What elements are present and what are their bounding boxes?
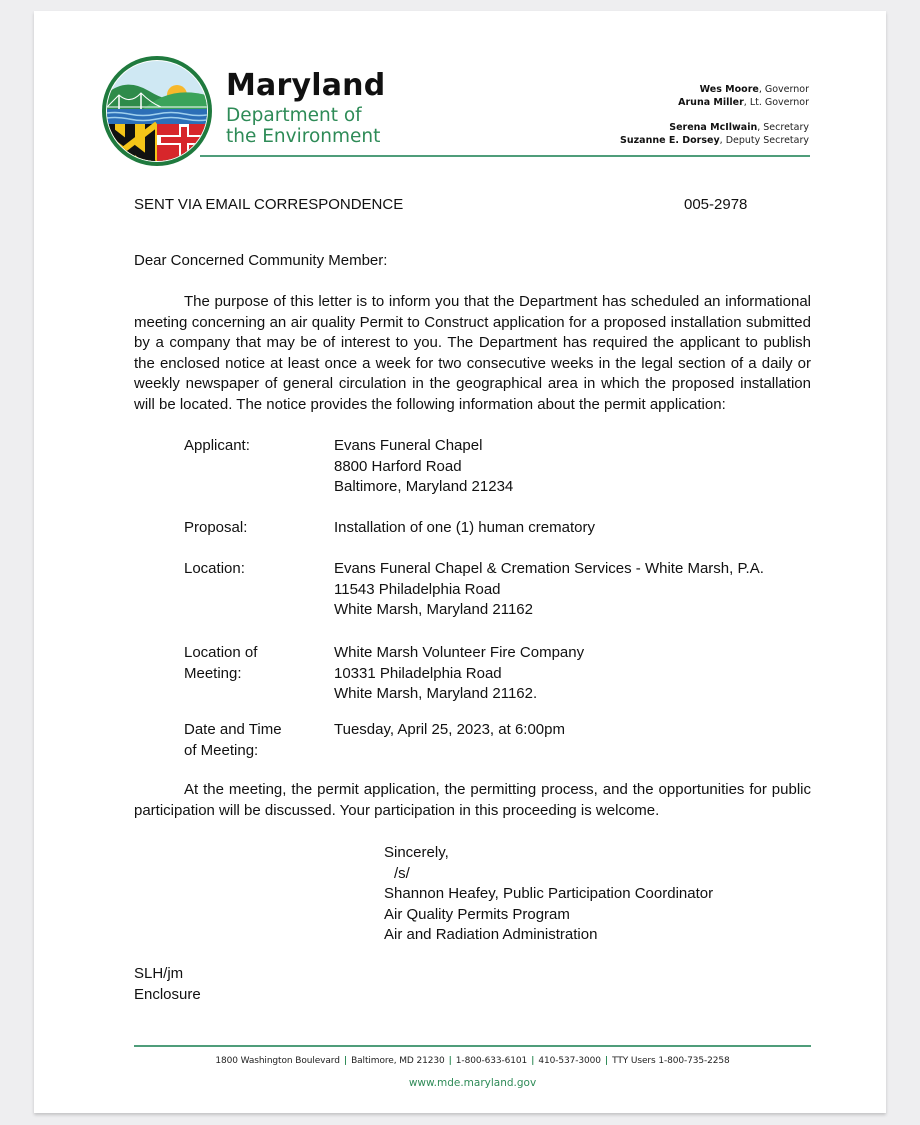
field-label-location: Location: [184, 560, 245, 577]
closing-paragraph: At the meeting, the permit application, the permitting process, and the opportunities for public participation will be discussed. Your participation in this proceeding is welcome. [134, 781, 811, 819]
letter-page [34, 11, 886, 1113]
signature: /s/ [394, 864, 410, 882]
agency-subtitle-line1: Department of [226, 105, 362, 126]
enclosure-note: Enclosure [134, 985, 201, 1003]
reference-initials-block [134, 964, 201, 1005]
field-label-meeting-datetime: Date and Time of Meeting: [184, 721, 282, 759]
field-value-proposal: Installation of one (1) human crematory [334, 519, 595, 536]
intro-paragraph: The purpose of this letter is to inform you that the Department has scheduled an informational meeting concerning an air quality Permit to Construct application for a proposed installation submitted by a company that may be of interest to you. The Department has required the applicant to publish the enclosed notice at least once a week for two consecutive weeks in the legal section of a daily or weekly newspaper of general circulation in the geographical area in which the proposed installation will be located. The notice provides the following information about the permit application: [134, 293, 811, 413]
initials: SLH/jm [134, 965, 184, 982]
official-lt-governor: Aruna Miller, Lt. Governor [678, 97, 809, 108]
delivery-method: SENT VIA EMAIL CORRESPONDENCE [134, 196, 404, 213]
official-deputy-secretary: Suzanne E. Dorsey, Deputy Secretary [620, 135, 809, 146]
salutation: Dear Concerned Community Member: [134, 252, 388, 269]
field-label-proposal: Proposal: [184, 519, 248, 536]
field-value-meeting-location: White Marsh Volunteer Fire Company 10331 Philadelphia Road White Marsh, Maryland 21162. [334, 644, 585, 702]
reference-number: 005-2978 [684, 196, 748, 213]
signer-program: Air Quality Permits Program [384, 905, 570, 923]
agency-title: Maryland [226, 68, 386, 103]
field-value-location: Evans Funeral Chapel & Cremation Services - White Marsh, P.A. 11543 Philadelphia Road White Marsh, Maryland 21162 [334, 560, 764, 618]
field-value-meeting-datetime: Tuesday, April 25, 2023, at 6:00pm [334, 721, 565, 738]
footer-address: 1800 Washington Boulevard | Baltimore, MD 21230 | 1-800-633-6101 | 410-537-3000 | TTY Users 1-800-735-2258 [215, 1056, 730, 1066]
official-secretary: Serena McIlwain, Secretary [669, 122, 809, 133]
signer-name: Shannon Heafey, Public Participation Coordinator [384, 885, 714, 902]
official-governor: Wes Moore, Governor [699, 84, 809, 95]
maryland-mde-seal-icon [101, 55, 213, 167]
agency-subtitle [226, 105, 380, 147]
footer-divider [134, 1045, 811, 1047]
field-label-meeting-location: Location of Meeting: [184, 644, 258, 682]
signature-block [384, 843, 713, 946]
officials-list [620, 83, 809, 147]
valediction: Sincerely, [384, 844, 449, 861]
signer-administration: Air and Radiation Administration [384, 926, 598, 943]
header-divider [200, 155, 810, 157]
field-label-applicant: Applicant: [184, 437, 250, 454]
agency-subtitle-line2: the Environment [226, 126, 381, 147]
footer-website-link[interactable]: www.mde.maryland.gov [408, 1077, 537, 1089]
field-value-applicant: Evans Funeral Chapel 8800 Harford Road Baltimore, Maryland 21234 [334, 437, 514, 495]
